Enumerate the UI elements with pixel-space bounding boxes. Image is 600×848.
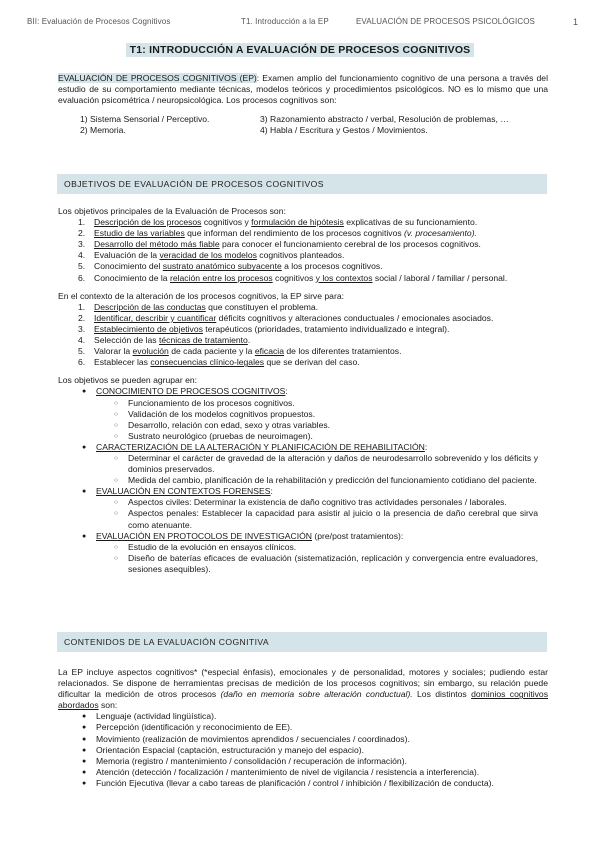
group-subitem (58, 542, 548, 553)
subitem-text: Diseño de baterías eficaces de evaluación (sistematización, replicación y convergencia entre evaluadores, sesiones asequibles). (128, 552, 538, 574)
domain-text: Atención (detección / focalización / mantenimiento de nivel de vigilancia / resistencia a interferencia). (96, 766, 480, 777)
list-number: 1. (78, 217, 86, 228)
list-number: 4. (78, 335, 86, 346)
underlined-text: Establecimiento de objetivos (94, 323, 203, 334)
bullet-icon: ● (82, 443, 87, 451)
group-item (58, 486, 548, 497)
objectives-heading: OBJETIVOS DE EVALUACIÓN DE PROCESOS COGNITIVOS (57, 174, 547, 194)
circle-bullet-icon: ○ (114, 510, 118, 518)
domain-text: Orientación Espacial (captación, estructuración y manejo del espacio). (96, 744, 364, 755)
intro-term: EVALUACIÓN DE PROCESOS COGNITIVOS (EP) (58, 73, 257, 83)
subitem-text: Aspectos penales: Establecer la capacidad para asistir al juicio o la presencia de daño cerebral que sirva como atenuante. (128, 508, 538, 530)
underlined-text: Descripción de las conductas (94, 301, 206, 312)
circle-bullet-icon: ○ (114, 421, 118, 429)
domain-text: Lenguaje (actividad lingüística). (96, 711, 217, 722)
circle-bullet-icon: ○ (114, 410, 118, 418)
objectives-lead: Los objetivos principales de la Evaluación de Procesos son: (58, 206, 286, 216)
subitem-text: Validación de los modelos cognitivos propuestos. (128, 408, 316, 419)
group-title: EVALUACIÓN EN PROTOCOLOS DE INVESTIGACIÓN (96, 530, 313, 541)
domain-item (58, 756, 548, 767)
domain-item (58, 767, 548, 778)
text: a los procesos cognitivos. (281, 261, 383, 272)
list-number: 1. (78, 301, 86, 312)
underlined-text: formulación de hipótesis (251, 217, 344, 228)
group-subitem (58, 431, 548, 442)
subitem-text: Sustrato neurológico (pruebas de neuroimagen). (128, 430, 313, 441)
contents-p1: La EP incluye aspectos cognitivos* (*especial énfasis), emocionales y de personalidad, motores y sociales; pudiendo estar relacionados. Se dispone de herramientas precisas de medición de los procesos cognitivos; sin embargo, su relación puede dificultar la medición de otros procesos (58, 667, 548, 700)
list-item (58, 273, 548, 284)
intro-section (58, 73, 548, 136)
group-label (96, 386, 288, 397)
text: Valorar la (94, 346, 133, 357)
bullet-icon: ● (82, 388, 87, 396)
underlined-text: y los contextos (315, 272, 373, 283)
circle-bullet-icon: ○ (114, 554, 118, 562)
list-item (58, 324, 548, 335)
group-subitem (58, 409, 548, 420)
text: explicativas de su funcionamiento. (343, 217, 478, 228)
list-item-text (94, 261, 383, 272)
text: . (247, 335, 251, 346)
contents-p1-underline: dominios cognitivos abordados (58, 689, 548, 711)
group-label (96, 486, 273, 497)
list-item (58, 217, 548, 228)
page-number: 1 (573, 17, 579, 27)
bullet-icon: ● (82, 724, 87, 732)
group-title: CONOCIMIENTO DE PROCESOS COGNITIVOS (96, 386, 286, 397)
text: que informan del rendimiento de los procesos cognitivos (184, 228, 405, 239)
contents-p1-tail: son: (98, 700, 118, 711)
list-item-text (94, 324, 449, 335)
list-item (58, 302, 548, 313)
text: Conocimiento de la (94, 272, 170, 283)
underlined-text: Desarrollo del método más fiable (94, 239, 220, 250)
list-number: 3. (78, 239, 86, 250)
circle-bullet-icon: ○ (114, 454, 118, 462)
bullet-icon: ● (82, 488, 87, 496)
text: para conocer el funcionamiento cerebral de los procesos cognitivos. (219, 239, 481, 250)
text: de cada paciente y la (168, 346, 255, 357)
context-lead: En el contexto de la alteración de los procesos cognitivos, la EP sirve para: (58, 290, 344, 301)
list-item-text (94, 228, 477, 239)
list-number: 5. (78, 261, 86, 272)
underlined-text: evolución (132, 346, 169, 357)
intro-text2: NO es lo mismo que una evaluación psicométrica / neuropsicológica. Los procesos cognitivos son: (58, 84, 549, 106)
group-label (96, 442, 427, 453)
process-item: 3) Razonamiento abstracto / verbal, Resolución de problemas, … (260, 114, 509, 125)
text: terapéuticos (prioridades, tratamiento individualizado e integral). (202, 323, 450, 334)
text: de los diferentes tratamientos. (283, 346, 402, 357)
underlined-text: relación entre los procesos (169, 272, 273, 283)
underlined-text: Descripción de los procesos (94, 217, 202, 228)
group-subitem (58, 453, 548, 475)
group-title: CARACTERIZACIÓN DE LA ALTERACIÓN Y PLANIFICACIÓN DE REHABILITACIÓN (96, 441, 425, 452)
underlined-text: veracidad de los modelos (159, 250, 257, 261)
underlined-text: sustrato anatómico subyacente (162, 261, 282, 272)
list-number: 6. (78, 272, 86, 283)
processes-list (80, 114, 548, 136)
group-subitem (58, 398, 548, 409)
underlined-text: Estudio de las variables (94, 228, 185, 239)
intro-text1: : Examen amplio del funcionamiento cognitivo de una persona a través del estudio de su comportamiento mediante técnicas, modelos teóricos y procedimientos psicológicos. (58, 73, 548, 95)
objectives-section (58, 206, 548, 575)
group-subitem (58, 497, 548, 508)
group-subitem (58, 420, 548, 431)
header-left: BII: Evaluación de Procesos Cognitivos (27, 17, 171, 26)
domain-item (58, 745, 548, 756)
list-number: 4. (78, 250, 86, 261)
text: que se derivan del caso. (264, 357, 360, 368)
list-item (58, 228, 548, 239)
text: Establecer las (94, 357, 151, 368)
group-suffix: (pre/post tratamientos): (312, 530, 404, 541)
header-right: EVALUACIÓN DE PROCESOS PSICOLÓGICOS (356, 17, 535, 26)
process-item: 2) Memoria. (80, 125, 126, 136)
domain-text: Función Ejecutiva (llevar a cabo tareas de planificación / control / inhibición / flexibilización de conducta). (96, 777, 494, 788)
objectives-main-list (58, 217, 548, 284)
subitem-text: Estudio de la evolución en ensayos clínicos. (128, 541, 297, 552)
bullet-icon: ● (82, 768, 87, 776)
subitem-text: Medida del cambio, planificación de la rehabilitación y predicción del funcionamiento cotidiano del paciente. (128, 475, 537, 486)
circle-bullet-icon: ○ (114, 477, 118, 485)
underlined-text: Identificar, describir y cuantificar (94, 312, 217, 323)
contents-heading: CONTENIDOS DE LA EVALUACIÓN COGNITIVA (57, 632, 547, 652)
title-wrap (0, 40, 600, 58)
circle-bullet-icon: ○ (114, 499, 118, 507)
text: social / laboral / familiar / personal. (372, 272, 508, 283)
group-suffix: : (285, 386, 288, 397)
list-item-text (94, 273, 507, 284)
intro-paragraph (58, 73, 548, 106)
bullet-icon: ● (82, 779, 87, 787)
circle-bullet-icon: ○ (114, 399, 118, 407)
circle-bullet-icon: ○ (114, 543, 118, 551)
list-number: 3. (78, 323, 86, 334)
list-item-text (94, 239, 481, 250)
group-suffix: : (424, 441, 428, 452)
process-item: 1) Sistema Sensorial / Perceptivo. (80, 114, 210, 125)
group-title: EVALUACIÓN EN CONTEXTOS FORENSES (96, 486, 271, 497)
objectives-context-list (58, 302, 548, 369)
list-item-text (94, 302, 318, 313)
list-item (58, 346, 548, 357)
text: Conocimiento del (94, 261, 163, 272)
underlined-text: consecuencias clínico-legales (150, 357, 265, 368)
domain-text: Movimiento (realización de movimientos aprendidos / secuenciales / coordinados). (96, 733, 410, 744)
objectives-groups (58, 386, 548, 575)
list-item (58, 313, 548, 324)
group-subitem (58, 553, 548, 575)
underlined-text: eficacia (254, 346, 284, 357)
contents-p1-italic: (daño en memoria sobre alteración conductual). (220, 689, 413, 700)
text: que constituyen el problema. (205, 301, 319, 312)
list-number: 5. (78, 346, 86, 357)
list-item-text (94, 313, 493, 324)
process-item: 4) Habla / Escritura y Gestos / Movimientos. (260, 125, 428, 136)
group-subitem (58, 508, 548, 530)
list-item-text (94, 250, 344, 261)
list-item (58, 250, 548, 261)
text: cognitivos y (201, 217, 252, 228)
underlined-text: técnicas de tratamiento (158, 335, 248, 346)
text: Selección de las (94, 335, 159, 346)
domain-text: Percepción (identificación y reconocimiento de EE). (96, 722, 293, 733)
bullet-icon: ● (82, 532, 87, 540)
bullet-icon: ● (82, 713, 87, 721)
text: déficits cognitivos y alteraciones conductuales / emocionales asociados. (216, 312, 494, 323)
domains-list (58, 711, 548, 789)
group-item (58, 531, 548, 542)
list-item-text (94, 335, 250, 346)
group-suffix: : (270, 486, 273, 497)
contents-p1-end: Los distintos (412, 689, 472, 700)
list-number: 6. (78, 357, 86, 368)
domain-item (58, 722, 548, 733)
text: cognitivos planteados. (256, 250, 345, 261)
contents-paragraph (58, 667, 548, 711)
text: cognitivos (272, 272, 316, 283)
domain-item (58, 734, 548, 745)
group-label (96, 531, 403, 542)
subitem-text: Aspectos civiles: Determinar la existencia de daño cognitivo tras actividades personales / laborales. (128, 497, 507, 508)
subitem-text: Desarrollo, relación con edad, sexo y otras variables. (128, 419, 331, 430)
list-number: 2. (78, 312, 86, 323)
contents-section (58, 667, 548, 789)
list-item (58, 335, 548, 346)
circle-bullet-icon: ○ (114, 432, 118, 440)
bullet-icon: ● (82, 746, 87, 754)
subitem-text: Funcionamiento de los procesos cognitivos. (128, 397, 295, 408)
list-item (58, 239, 548, 250)
group-item (58, 386, 548, 397)
list-item-text (94, 357, 360, 368)
group-item (58, 442, 548, 453)
list-number: 2. (78, 228, 86, 239)
domain-item (58, 711, 548, 722)
domain-item (58, 778, 548, 789)
group-subitem (58, 475, 548, 486)
text: Evaluación de la (94, 250, 160, 261)
bullet-icon: ● (82, 735, 87, 743)
page-title: T1: INTRODUCCIÓN A EVALUACIÓN DE PROCESOS COGNITIVOS (126, 43, 475, 57)
list-item (58, 261, 548, 272)
subitem-text: Determinar el carácter de gravedad de la alteración y daños de neurodesarrollo sobrevenido y los déficits y dominios preservados. (128, 452, 538, 475)
list-item-text (94, 217, 477, 228)
italic-text: (v. procesamiento). (404, 228, 477, 239)
domain-text: Memoria (registro / mantenimiento / consolidación / recuperación de información). (96, 755, 407, 766)
bullet-icon: ● (82, 757, 87, 765)
groups-lead: Los objetivos se pueden agrupar en: (58, 375, 198, 386)
header-center: T1. Introducción a la EP (241, 17, 329, 26)
list-item (58, 357, 548, 368)
list-item-text (94, 346, 402, 357)
